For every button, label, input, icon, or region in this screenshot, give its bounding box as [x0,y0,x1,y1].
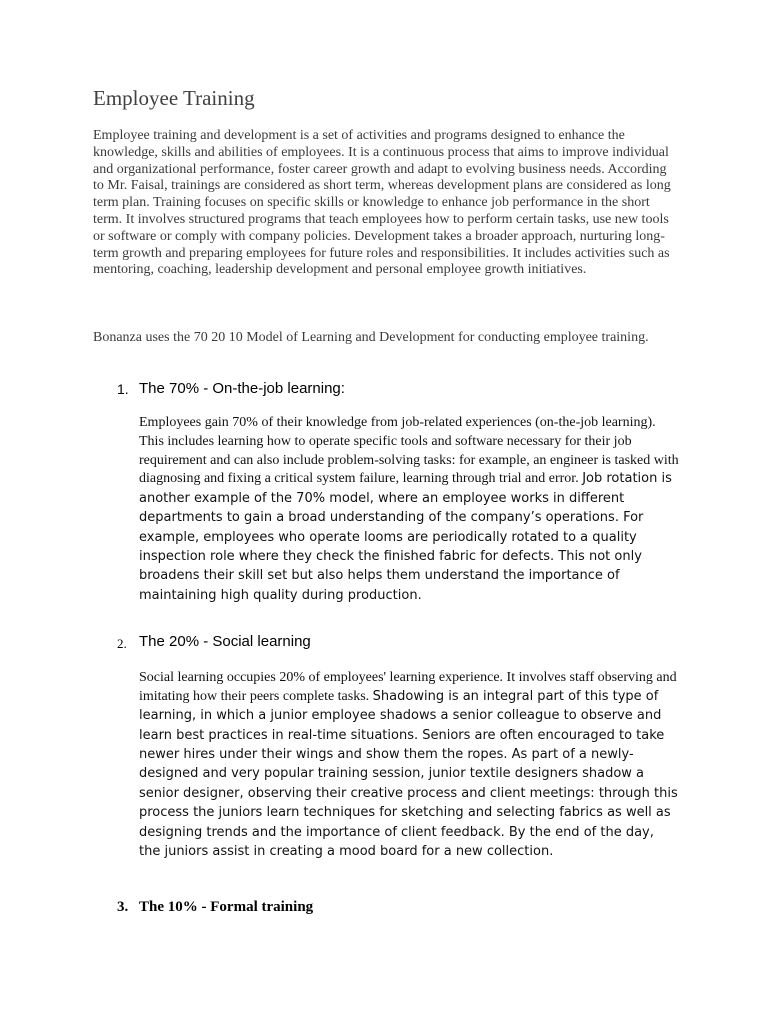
section-body-70-serif: Employees gain 70% of their knowledge from job-related experiences (on-the-job learning). This includes learning how to operate specific tools and software necessary for their job requirement and can also include problem-solving tasks: for example, an engineer is tasked with diagnosing and fixing a critical system failure, learning through trial and error. [139,415,679,487]
list-number-2: 2. [117,636,127,651]
section-body-70 [139,413,679,605]
section-heading-10: The 10% - Formal training [139,899,314,915]
section-body-20-sans: Shadowing is an integral part of this type of learning, in which a junior employee shadows a senior colleague to observe and learn best practices in real-time situations. Seniors are often encouraged to take newer hires under their wings and show them the ropes. As part of a newly-designed and very popular training session, junior textile designers shadow a senior designer, observing their creative process and client meetings: through this process the juniors learn techniques for sketching and selecting fabrics as well as designing trends and the importance of client feedback. By the end of the day, the juniors assist in creating a mood board for a new collection. [139,688,678,860]
intro-paragraph: Employee training and development is a set of activities and programs designed to enhance the knowledge, skills and abilities of employees. It is a continuous process that aims to improve individual and organizational performance, foster career growth and adapt to evolving business needs. According to Mr. Faisal, trainings are considered as short term, whereas development plans are considered as long term plan. Training focuses on specific skills or knowledge to enhance job performance in the short term. It involves structured programs that teach employees how to perform certain tasks, use new tools or software or comply with company policies. Development takes a broader approach, nurturing long-term growth and preparing employees for future roles and responsibilities. It includes activities such as mentoring, coaching, leadership development and personal employee growth initiatives. [93,128,671,278]
section-body-70-sans: Job rotation is another example of the 70% model, where an employee works in different departments to gain a broad understanding of the company’s operations. For example, employees who operate looms are periodically rotated to a quality inspection role where they check the finished fabric for defects. This not only broadens their skill set but also helps them understand the importance of maintaining high quality during production. [139,471,672,603]
list-number-3: 3. [117,899,129,915]
section-heading-20: The 20% - Social learning [139,633,311,650]
document-title: Employee Training [93,86,255,110]
section-body-20 [139,668,679,861]
model-intro-paragraph: Bonanza uses the 70 20 10 Model of Learning and Development for conducting employee training. [93,330,649,345]
section-body-20-serif: Social learning occupies 20% of employees' learning experience. It involves staff observing and imitating how their peers complete tasks. [139,670,677,704]
section-heading-70: The 70% - On-the-job learning: [139,380,345,397]
list-number-1: 1. [117,381,129,397]
